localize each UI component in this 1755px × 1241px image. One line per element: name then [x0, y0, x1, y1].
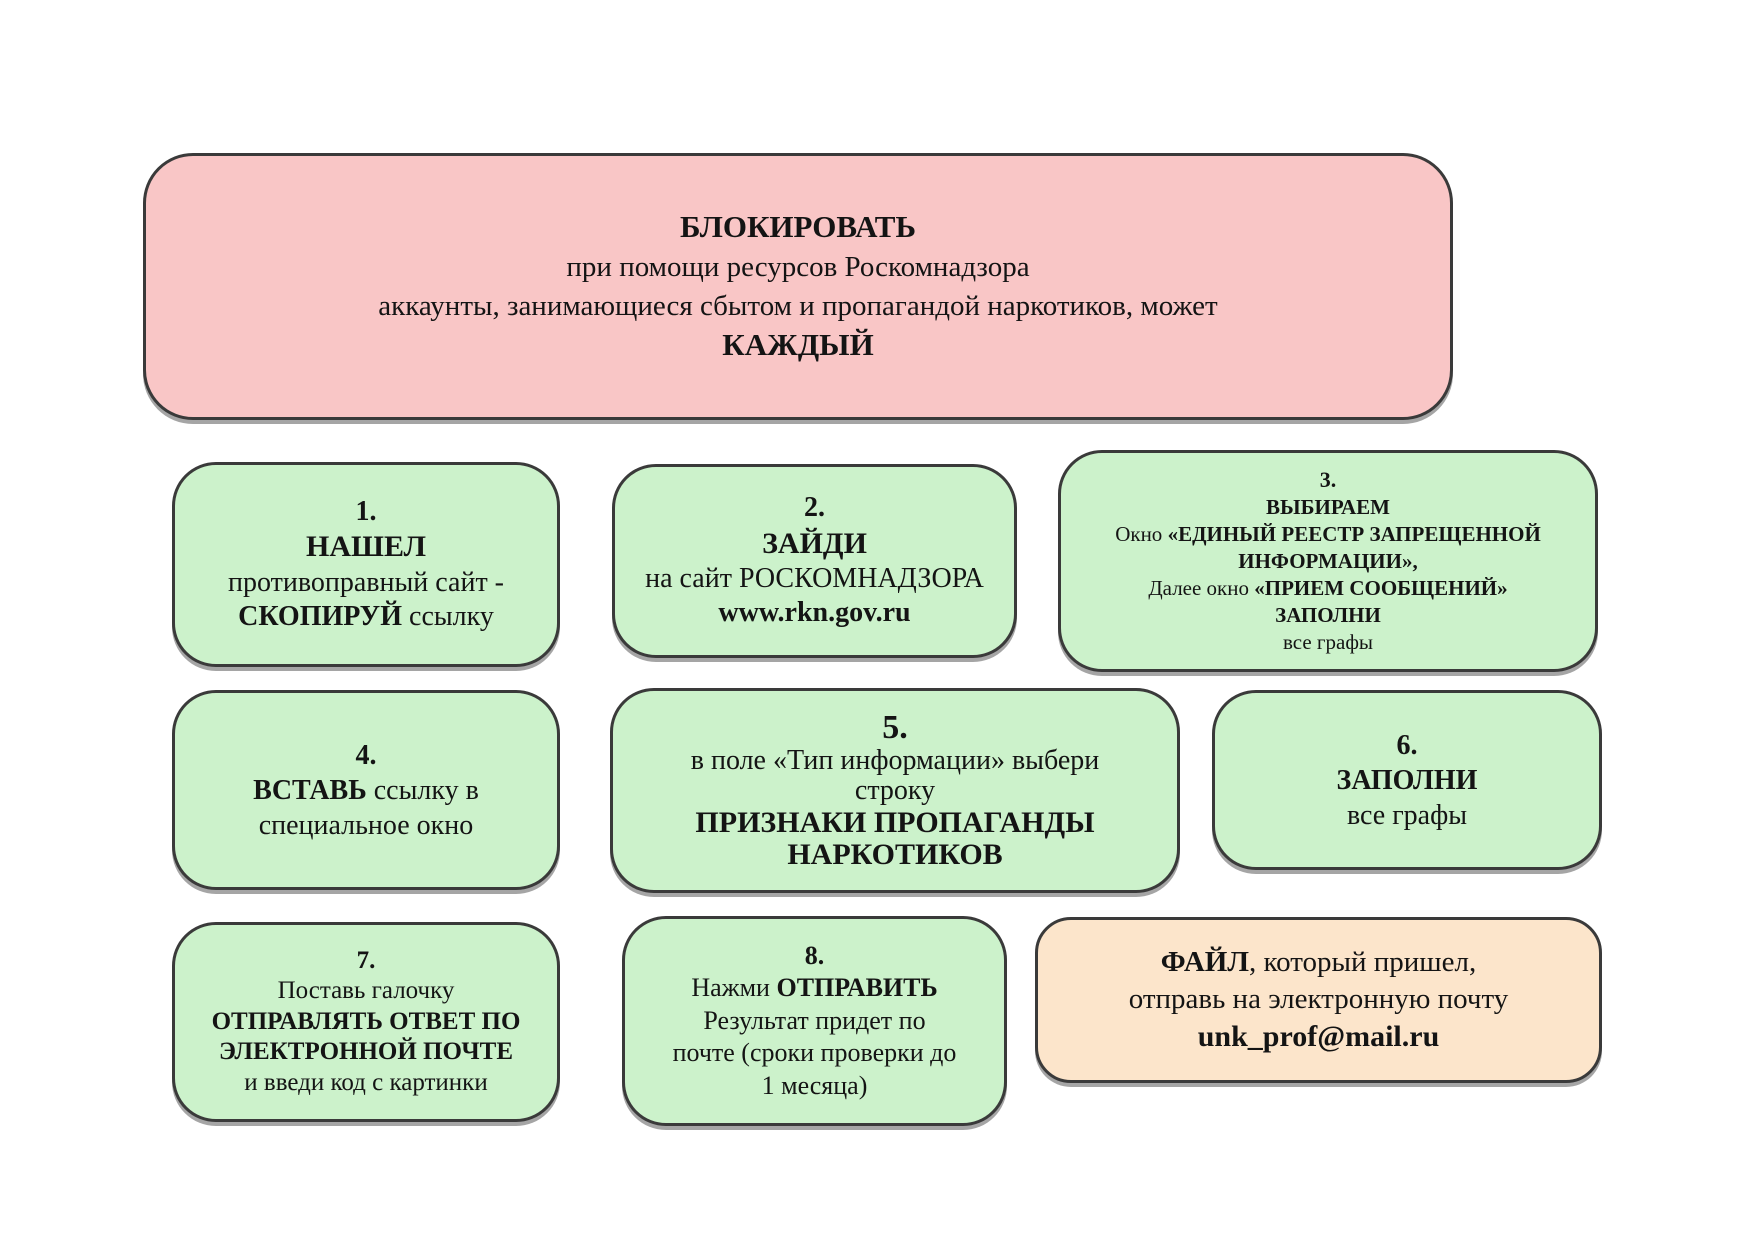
step-5-box [610, 688, 1180, 893]
step-5-number: 5. [882, 708, 908, 746]
step-3-window-name: «ПРИЕМ СООБЩЕНИЙ» [1254, 576, 1508, 601]
step-3-title: ВЫБИРАЕМ [1266, 495, 1390, 520]
step-4-text-rest: ссылку в [366, 774, 479, 806]
step-3-action: ЗАПОЛНИ [1275, 602, 1381, 627]
email-address: unk_prof@mail.ru [1197, 1019, 1440, 1053]
step-1-title: НАШЕЛ [306, 530, 426, 564]
step-8-text-3: почте (сроки проверки до [672, 1038, 957, 1068]
step-7-checkbox-label-1: ОТПРАВЛЯТЬ ОТВЕТ ПО [211, 1007, 521, 1035]
step-1-number: 1. [355, 495, 377, 527]
step-4-text-1 [253, 773, 479, 808]
step-2-number: 2. [804, 492, 825, 524]
step-8-text-4: 1 месяца) [761, 1070, 868, 1100]
step-4-box [172, 690, 560, 890]
header-emphasis: КАЖДЫЙ [722, 326, 874, 362]
step-5-text-1: в поле «Тип информации» выбери [690, 745, 1100, 777]
step-3-registry-name: «ЕДИНЫЙ РЕЕСТР ЗАПРЕЩЕННОЙ ИНФОРМАЦИИ», [1167, 522, 1541, 574]
header-subtitle-2: аккаунты, занимающиеся сбытом и пропагандой наркотиков, может [378, 289, 1218, 322]
step-3-text-3: все графы [1282, 629, 1374, 654]
step-1-text: противоправный сайт - [227, 566, 505, 598]
step-8-text-1 [691, 972, 937, 1005]
step-1-text-2 [238, 600, 494, 634]
step-5-option-2: НАРКОТИКОВ [787, 838, 1003, 872]
step-6-text: все графы [1346, 799, 1468, 831]
step-4-number: 4. [355, 739, 377, 771]
step-2-box [612, 464, 1017, 658]
step-8-prefix: Нажми [691, 973, 777, 1003]
step-2-title: ЗАЙДИ [762, 526, 867, 560]
step-1-text-rest: ссылку [402, 600, 494, 632]
step-2-url: www.rkn.gov.ru [718, 597, 911, 629]
step-8-number: 8. [804, 940, 825, 970]
file-email-box [1035, 917, 1602, 1083]
step-8-box [622, 916, 1007, 1126]
step-7-checkbox-label-2: ЭЛЕКТРОННОЙ ПОЧТЕ [218, 1038, 514, 1066]
file-box-text-1 [1161, 944, 1476, 981]
step-3-number: 3. [1319, 467, 1337, 493]
header-subtitle-1: при помощи ресурсов Роскомнадзора [566, 251, 1030, 284]
step-1-box [172, 462, 560, 667]
step-8-button-name: ОТПРАВИТЬ [776, 973, 938, 1003]
step-7-text-2: и введи код с картинки [244, 1068, 488, 1096]
step-4-keyword: ВСТАВЬ [253, 774, 367, 806]
step-4-text-2: специальное окно [258, 809, 474, 841]
header-title: БЛОКИРОВАТЬ [680, 209, 916, 245]
step-6-title: ЗАПОЛНИ [1336, 764, 1478, 796]
step-1-keyword: СКОПИРУЙ [238, 600, 403, 632]
step-3-text-2 [1148, 575, 1507, 602]
step-6-box [1212, 690, 1602, 870]
file-box-text-2: отправь на электронную почту [1128, 982, 1509, 1015]
step-5-option-1: ПРИЗНАКИ ПРОПАГАНДЫ [695, 805, 1095, 839]
step-3-text-1 [1089, 521, 1567, 575]
step-3-box [1058, 450, 1598, 672]
step-7-box [172, 922, 560, 1122]
step-6-number: 6. [1396, 729, 1418, 761]
file-text-rest: , который пришел, [1248, 945, 1477, 978]
step-3-prefix-1: Окно [1115, 522, 1168, 547]
step-5-text-2: строку [854, 775, 936, 807]
step-3-prefix-2: Далее окно [1148, 576, 1255, 601]
file-keyword: ФАЙЛ [1160, 945, 1249, 978]
step-7-text-1: Поставь галочку [277, 977, 455, 1005]
step-2-text: на сайт РОСКОМНАДЗОРА [645, 563, 984, 595]
header-banner [143, 153, 1453, 420]
step-8-text-2: Результат придет по [703, 1005, 926, 1035]
step-7-number: 7. [356, 946, 376, 974]
